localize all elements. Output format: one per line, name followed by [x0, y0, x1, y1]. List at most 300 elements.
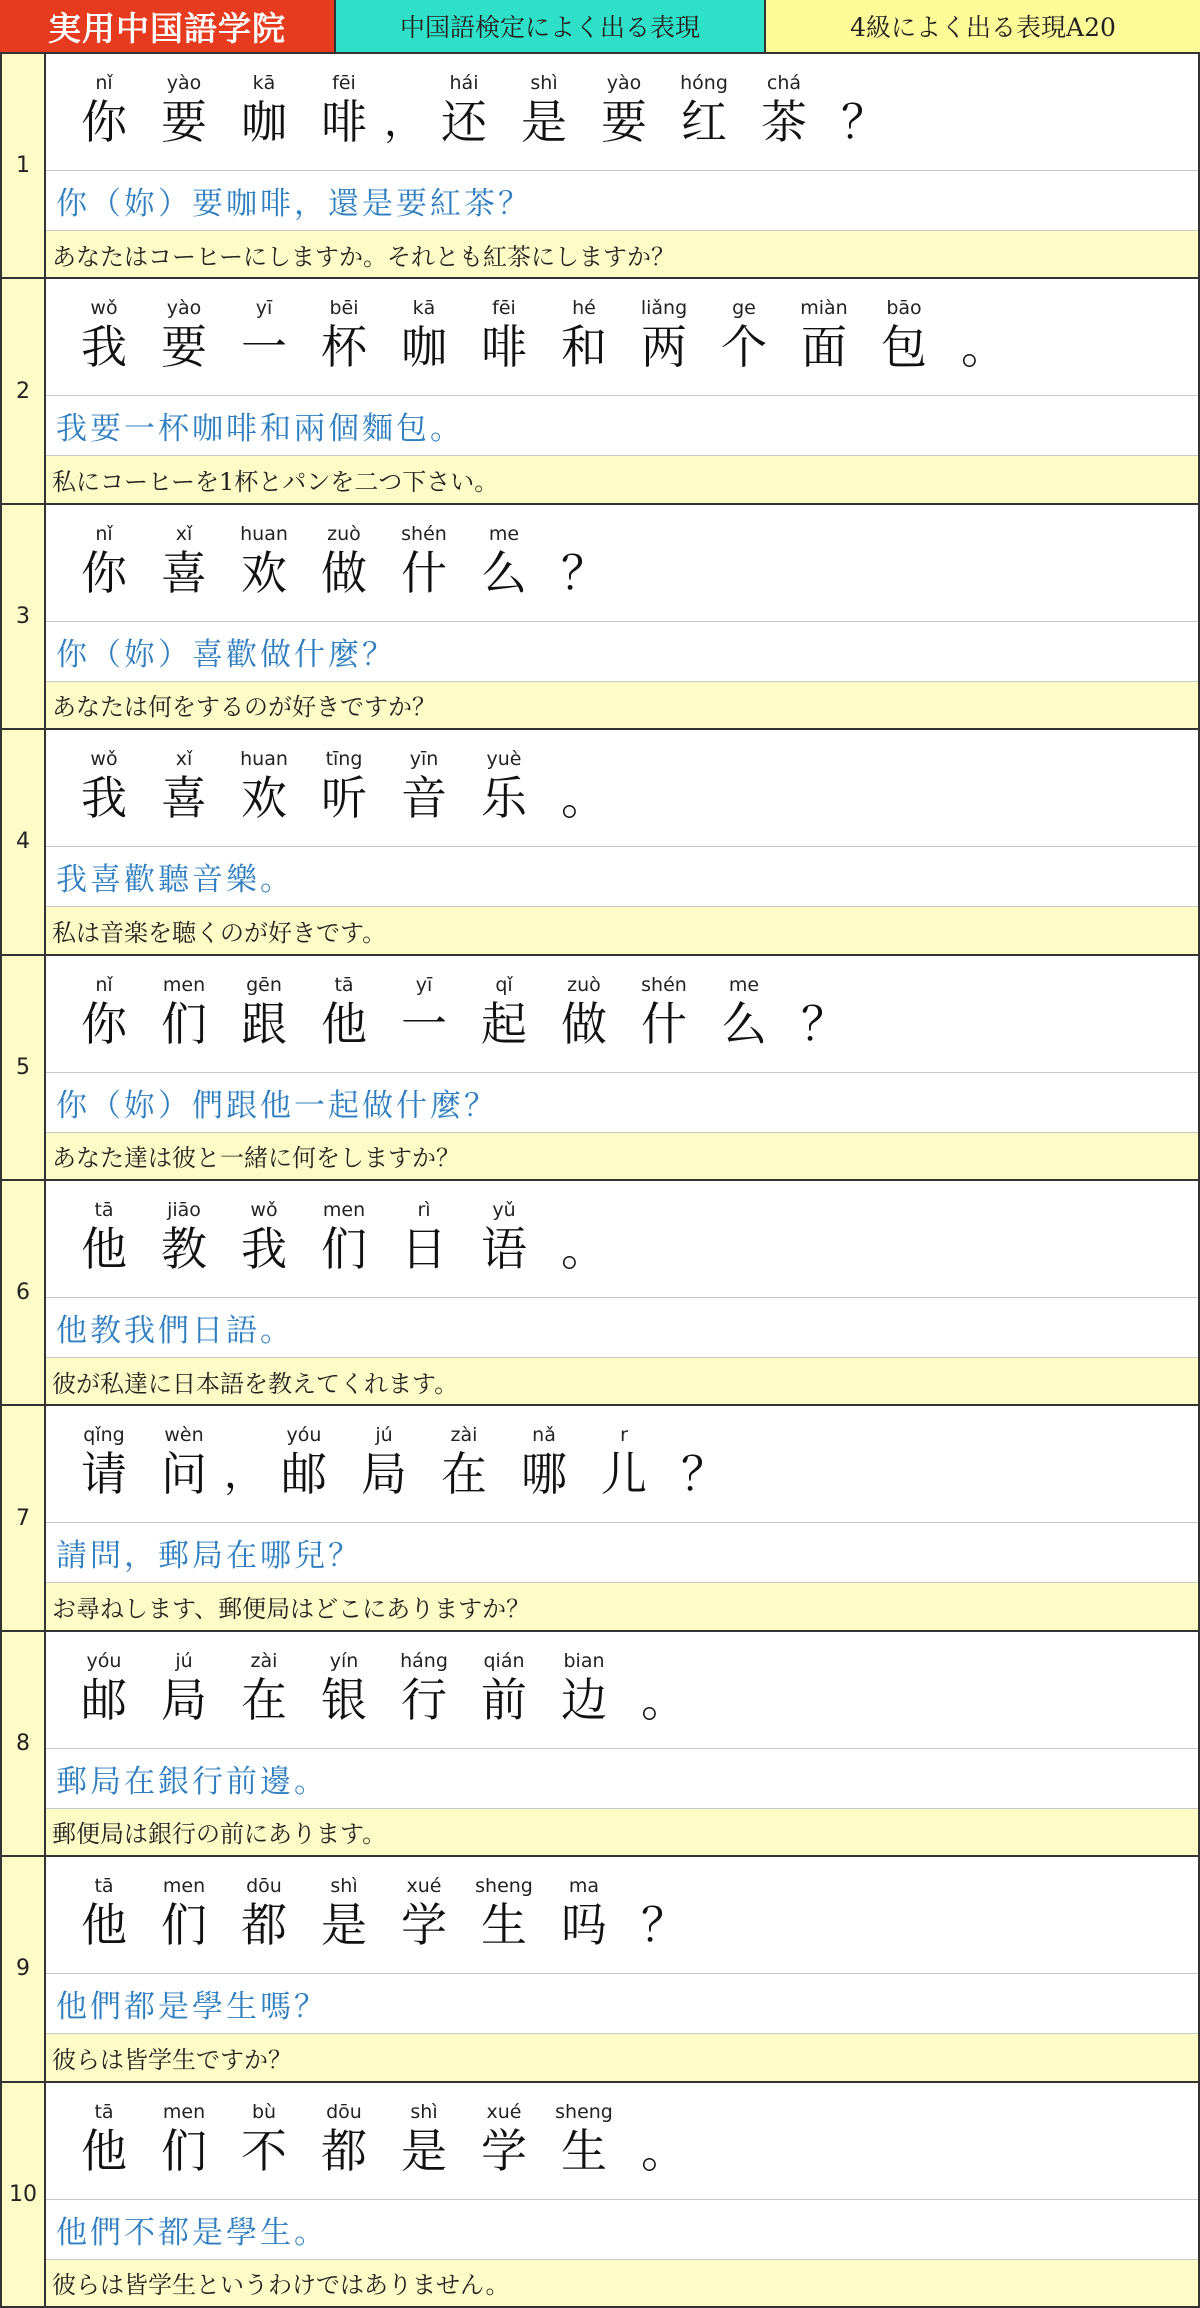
character-unit [144, 70, 224, 148]
hanzi: 红 [681, 95, 727, 149]
pinyin: tīng [325, 748, 363, 771]
pinyin: háng [400, 1649, 448, 1672]
character-unit [624, 972, 704, 1050]
character-unit [64, 972, 144, 1050]
hanzi: 问 [161, 1447, 207, 1502]
character-unit [384, 2099, 464, 2177]
row-number: 8 [2, 1632, 46, 1855]
hanzi: 局 [361, 1447, 407, 1502]
character-unit [464, 2099, 544, 2177]
pinyin: kā [252, 72, 276, 94]
pinyin: r [620, 1424, 628, 1447]
hanzi: 是 [401, 2123, 447, 2178]
pinyin: hóng [680, 72, 728, 94]
hanzi: 在 [441, 1447, 487, 1502]
character-unit [424, 1422, 504, 1500]
character-unit [384, 1197, 464, 1275]
hanzi: ， [384, 99, 424, 145]
pinyin: yín [329, 1649, 359, 1672]
row-number: 4 [2, 730, 46, 953]
pinyin: shén [641, 973, 687, 996]
pinyin: zài [450, 1424, 478, 1447]
hanzi: 。 [641, 2123, 687, 2178]
character-unit [144, 1873, 224, 1951]
hanzi: 他 [81, 1898, 127, 1953]
character-unit [64, 521, 144, 599]
character-unit [384, 295, 464, 373]
hanzi: 什 [641, 996, 687, 1051]
character-unit [744, 70, 824, 148]
traditional-sentence: 我要一杯咖啡和兩個麵包。 [46, 396, 1198, 456]
row-number: 3 [2, 505, 46, 728]
character-unit [584, 1422, 664, 1500]
character-unit [304, 70, 384, 148]
hanzi: 是 [521, 95, 567, 149]
pinyin: rì [417, 1198, 431, 1221]
character-unit [224, 972, 304, 1050]
traditional-sentence: 他教我們日語。 [46, 1298, 1198, 1358]
pinyin: zuò [327, 522, 361, 545]
hanzi: 还 [441, 95, 487, 149]
traditional-sentence: 你（妳）們跟他一起做什麼？ [46, 1073, 1198, 1133]
hanzi: 他 [81, 1221, 127, 1276]
hanzi: 做 [321, 545, 367, 600]
hanzi: 邮 [281, 1447, 327, 1502]
hanzi: 面 [801, 320, 847, 375]
hanzi: 行 [401, 1672, 447, 1727]
character-unit [64, 295, 144, 373]
character-unit [664, 1422, 744, 1500]
phrase-content [46, 2083, 1198, 2306]
hanzi: 啡 [481, 320, 527, 375]
japanese-translation: お尋ねします、郵便局はどこにありますか？ [46, 1583, 1198, 1629]
japanese-translation: 彼らは皆学生ですか？ [46, 2034, 1198, 2080]
simplified-sentence [46, 1857, 1198, 1974]
hanzi: 乐 [481, 771, 527, 826]
pinyin: xué [486, 2100, 522, 2123]
character-unit [824, 70, 904, 148]
hanzi: 哪 [521, 1447, 567, 1502]
character-unit [304, 295, 384, 373]
hanzi: 。 [961, 320, 1007, 375]
character-unit [144, 972, 224, 1050]
hanzi: ？ [841, 95, 887, 149]
hanzi: 他 [81, 2123, 127, 2178]
pinyin: bāo [886, 297, 922, 320]
character-unit [224, 746, 304, 824]
hanzi: 我 [81, 320, 127, 375]
character-unit [464, 521, 544, 599]
hanzi: 么 [481, 545, 527, 600]
phrase-row [0, 956, 1200, 1181]
phrase-content [46, 1406, 1198, 1629]
simplified-sentence [46, 54, 1198, 171]
character-unit [224, 70, 304, 148]
character-unit [64, 2099, 144, 2177]
japanese-translation: 彼が私達に日本語を教えてくれます。 [46, 1358, 1198, 1404]
hanzi: 杯 [321, 320, 367, 375]
japanese-translation: 私は音楽を聴くのが好きです。 [46, 907, 1198, 953]
pinyin: yī [255, 297, 273, 320]
pinyin: nǎ [532, 1424, 556, 1447]
character-unit [704, 295, 784, 373]
pinyin: yào [166, 72, 202, 94]
traditional-sentence: 郵局在銀行前邊。 [46, 1749, 1198, 1809]
hanzi: 你 [81, 95, 127, 149]
japanese-translation: あなた達は彼と一緒に何をしますか？ [46, 1133, 1198, 1179]
hanzi: 。 [561, 771, 607, 826]
simplified-sentence [46, 279, 1198, 396]
pinyin: wǒ [250, 1198, 278, 1221]
phrase-row [0, 279, 1200, 504]
traditional-sentence: 你（妳）要咖啡，還是要紅茶？ [46, 171, 1198, 231]
character-unit [304, 746, 384, 824]
pinyin: me [488, 522, 520, 545]
hanzi: 我 [81, 771, 127, 826]
hanzi: 局 [161, 1672, 207, 1727]
phrase-row [0, 505, 1200, 730]
character-unit [544, 521, 624, 599]
hanzi: 喜 [161, 771, 207, 826]
character-unit [384, 70, 424, 148]
character-unit [144, 521, 224, 599]
pinyin: shì [530, 72, 558, 94]
pinyin: jú [175, 1649, 193, 1672]
character-unit [304, 521, 384, 599]
character-unit [64, 1873, 144, 1951]
hanzi: ， [224, 1451, 264, 1498]
pinyin: yǔ [492, 1198, 516, 1221]
phrase-row [0, 1632, 1200, 1857]
hanzi: 欢 [241, 771, 287, 826]
hanzi: 两 [641, 320, 687, 375]
phrase-content [46, 279, 1198, 502]
pinyin: xué [406, 1875, 442, 1898]
row-number: 9 [2, 1857, 46, 2080]
pinyin: yóu [286, 1424, 322, 1447]
level-title: 4級によく出る表現A20 [766, 0, 1200, 52]
pinyin: yīn [409, 748, 439, 771]
simplified-sentence [46, 2083, 1198, 2200]
hanzi: 啡 [321, 95, 367, 149]
hanzi: 么 [721, 996, 767, 1051]
character-unit [544, 295, 624, 373]
hanzi: 不 [241, 2123, 287, 2178]
phrase-content [46, 1632, 1198, 1855]
pinyin: chá [766, 72, 802, 94]
pinyin: miàn [800, 297, 848, 320]
pinyin: men [162, 2100, 206, 2123]
hanzi: 要 [161, 95, 207, 149]
character-unit [384, 1873, 464, 1951]
pinyin: huan [240, 522, 288, 545]
traditional-sentence: 他們都是學生嗎？ [46, 1974, 1198, 2034]
topic-title: 中国語検定によく出る表現 [336, 0, 766, 52]
traditional-sentence: 請問，郵局在哪兒？ [46, 1523, 1198, 1583]
pinyin: kā [412, 297, 436, 320]
pinyin: ge [732, 297, 756, 320]
row-number: 2 [2, 279, 46, 502]
pinyin: bù [251, 2100, 277, 2123]
phrase-row [0, 1857, 1200, 2082]
page-header [0, 0, 1200, 54]
pinyin: wèn [164, 1424, 204, 1447]
phrase-content [46, 505, 1198, 728]
pinyin: tā [334, 973, 354, 996]
row-number: 1 [2, 54, 46, 277]
pinyin: jiāo [167, 1198, 201, 1221]
hanzi: ？ [641, 1898, 687, 1953]
character-unit [144, 1648, 224, 1726]
hanzi: 们 [161, 1898, 207, 1953]
character-unit [304, 1197, 384, 1275]
hanzi: ？ [801, 996, 847, 1051]
pinyin: fēi [332, 72, 356, 94]
character-unit [624, 1873, 704, 1951]
character-unit [344, 1422, 424, 1500]
school-title: 実用中国語学院 [0, 0, 336, 52]
hanzi: 银 [321, 1672, 367, 1727]
character-unit [544, 2099, 624, 2177]
character-unit [304, 972, 384, 1050]
hanzi: 你 [81, 996, 127, 1051]
pinyin: huan [240, 748, 288, 771]
character-unit [224, 1422, 264, 1500]
hanzi: 茶 [761, 95, 807, 149]
hanzi: 包 [881, 320, 927, 375]
pinyin: ma [568, 1875, 600, 1898]
pinyin: dōu [326, 2100, 362, 2123]
character-unit [464, 746, 544, 824]
character-unit [384, 521, 464, 599]
hanzi: 们 [161, 2123, 207, 2178]
character-unit [264, 1422, 344, 1500]
hanzi: 做 [561, 996, 607, 1051]
pinyin: nǐ [95, 973, 113, 996]
pinyin: dōu [246, 1875, 282, 1898]
pinyin: fēi [492, 297, 516, 320]
pinyin: nǐ [95, 72, 113, 94]
simplified-sentence [46, 1181, 1198, 1298]
traditional-sentence: 我喜歡聽音樂。 [46, 847, 1198, 907]
hanzi: 一 [401, 996, 447, 1051]
hanzi: 一 [241, 320, 287, 375]
japanese-translation: 郵便局は銀行の前にあります。 [46, 1809, 1198, 1855]
character-unit [304, 1648, 384, 1726]
row-number: 5 [2, 956, 46, 1179]
pinyin: me [728, 973, 760, 996]
row-number: 7 [2, 1406, 46, 1629]
hanzi: 是 [321, 1898, 367, 1953]
character-unit [544, 1648, 624, 1726]
character-unit [224, 1873, 304, 1951]
phrase-content [46, 1857, 1198, 2080]
character-unit [504, 70, 584, 148]
pinyin: jú [375, 1424, 393, 1447]
pinyin: xǐ [175, 522, 193, 545]
character-unit [584, 70, 664, 148]
character-unit [144, 1422, 224, 1500]
hanzi: ？ [681, 1447, 727, 1502]
character-unit [664, 70, 744, 148]
pinyin: nǐ [95, 522, 113, 545]
japanese-translation: あなたはコーヒーにしますか。それとも紅茶にしますか？ [46, 231, 1198, 277]
hanzi: 他 [321, 996, 367, 1051]
character-unit [224, 521, 304, 599]
phrase-row [0, 1181, 1200, 1406]
pinyin: qǐ [495, 973, 513, 996]
pinyin: men [322, 1198, 366, 1221]
character-unit [464, 1873, 544, 1951]
pinyin: sheng [555, 2100, 613, 2123]
pinyin: shì [330, 1875, 358, 1898]
phrase-row [0, 730, 1200, 955]
character-unit [384, 1648, 464, 1726]
simplified-sentence [46, 1406, 1198, 1523]
phrase-content [46, 730, 1198, 953]
hanzi: 咖 [401, 320, 447, 375]
phrase-list [0, 54, 1200, 2308]
character-unit [224, 1197, 304, 1275]
pinyin: tā [94, 2100, 114, 2123]
character-unit [464, 972, 544, 1050]
character-unit [304, 2099, 384, 2177]
phrase-row [0, 54, 1200, 279]
simplified-sentence [46, 730, 1198, 847]
hanzi: 生 [561, 2123, 607, 2178]
pinyin: bian [563, 1649, 605, 1672]
hanzi: ？ [561, 545, 607, 600]
character-unit [224, 2099, 304, 2177]
hanzi: 。 [641, 1672, 687, 1727]
character-unit [784, 972, 864, 1050]
pinyin: yào [166, 297, 202, 320]
phrase-row [0, 2083, 1200, 2308]
pinyin: tā [94, 1875, 114, 1898]
pinyin: shén [401, 522, 447, 545]
character-unit [544, 746, 624, 824]
character-unit [144, 295, 224, 373]
character-unit [784, 295, 864, 373]
simplified-sentence [46, 505, 1198, 622]
pinyin: xǐ [175, 748, 193, 771]
hanzi: 起 [481, 996, 527, 1051]
character-unit [384, 972, 464, 1050]
hanzi: 个 [721, 320, 767, 375]
character-unit [544, 972, 624, 1050]
character-unit [624, 2099, 704, 2177]
traditional-sentence: 他們不都是學生。 [46, 2200, 1198, 2260]
hanzi: 听 [321, 771, 367, 826]
pinyin: gēn [246, 973, 282, 996]
character-unit [64, 1197, 144, 1275]
character-unit [64, 746, 144, 824]
character-unit [64, 70, 144, 148]
character-unit [224, 295, 304, 373]
pinyin: wǒ [90, 297, 118, 320]
character-unit [144, 1197, 224, 1275]
hanzi: 什 [401, 545, 447, 600]
character-unit [624, 1648, 704, 1726]
pinyin: sheng [475, 1875, 533, 1898]
character-unit [424, 70, 504, 148]
hanzi: 在 [241, 1672, 287, 1727]
character-unit [304, 1873, 384, 1951]
character-unit [144, 746, 224, 824]
hanzi: 们 [321, 1221, 367, 1276]
pinyin: yuè [486, 748, 522, 771]
hanzi: 都 [241, 1898, 287, 1953]
traditional-sentence: 你（妳）喜歡做什麼？ [46, 622, 1198, 682]
japanese-translation: あなたは何をするのが好きですか？ [46, 682, 1198, 728]
japanese-translation: 彼らは皆学生というわけではありません。 [46, 2260, 1198, 2306]
phrase-content [46, 1181, 1198, 1404]
hanzi: 我 [241, 1221, 287, 1276]
hanzi: 喜 [161, 545, 207, 600]
hanzi: 生 [481, 1898, 527, 1953]
hanzi: 。 [561, 1221, 607, 1276]
character-unit [464, 1648, 544, 1726]
pinyin: zuò [567, 973, 601, 996]
hanzi: 和 [561, 320, 607, 375]
pinyin: wǒ [90, 748, 118, 771]
hanzi: 吗 [561, 1898, 607, 1953]
hanzi: 要 [161, 320, 207, 375]
character-unit [64, 1648, 144, 1726]
character-unit [544, 1873, 624, 1951]
row-number: 6 [2, 1181, 46, 1404]
hanzi: 都 [321, 2123, 367, 2178]
pinyin: liǎng [640, 297, 688, 320]
character-unit [464, 1197, 544, 1275]
pinyin: bēi [329, 297, 359, 320]
hanzi: 邮 [81, 1672, 127, 1727]
pinyin: qián [483, 1649, 525, 1672]
pinyin: yī [415, 973, 433, 996]
hanzi: 请 [81, 1447, 127, 1502]
pinyin: men [162, 1875, 206, 1898]
simplified-sentence [46, 1632, 1198, 1749]
pinyin: shì [410, 2100, 438, 2123]
pinyin: yóu [86, 1649, 122, 1672]
phrase-content [46, 956, 1198, 1179]
character-unit [384, 746, 464, 824]
pinyin: hé [572, 297, 596, 320]
hanzi: 欢 [241, 545, 287, 600]
phrase-row [0, 1406, 1200, 1631]
hanzi: 前 [481, 1672, 527, 1727]
character-unit [144, 2099, 224, 2177]
hanzi: 咖 [241, 95, 287, 149]
character-unit [624, 295, 704, 373]
character-unit [64, 1422, 144, 1500]
character-unit [464, 295, 544, 373]
character-unit [704, 972, 784, 1050]
character-unit [504, 1422, 584, 1500]
hanzi: 语 [481, 1221, 527, 1276]
pinyin: tā [94, 1198, 114, 1221]
row-number: 10 [2, 2083, 46, 2306]
simplified-sentence [46, 956, 1198, 1073]
japanese-translation: 私にコーヒーを1杯とパンを二つ下さい。 [46, 456, 1198, 502]
hanzi: 跟 [241, 996, 287, 1051]
hanzi: 学 [481, 2123, 527, 2178]
character-unit [544, 1197, 624, 1275]
hanzi: 要 [601, 95, 647, 149]
character-unit [944, 295, 1024, 373]
pinyin: yào [606, 72, 642, 94]
hanzi: 日 [401, 1221, 447, 1276]
